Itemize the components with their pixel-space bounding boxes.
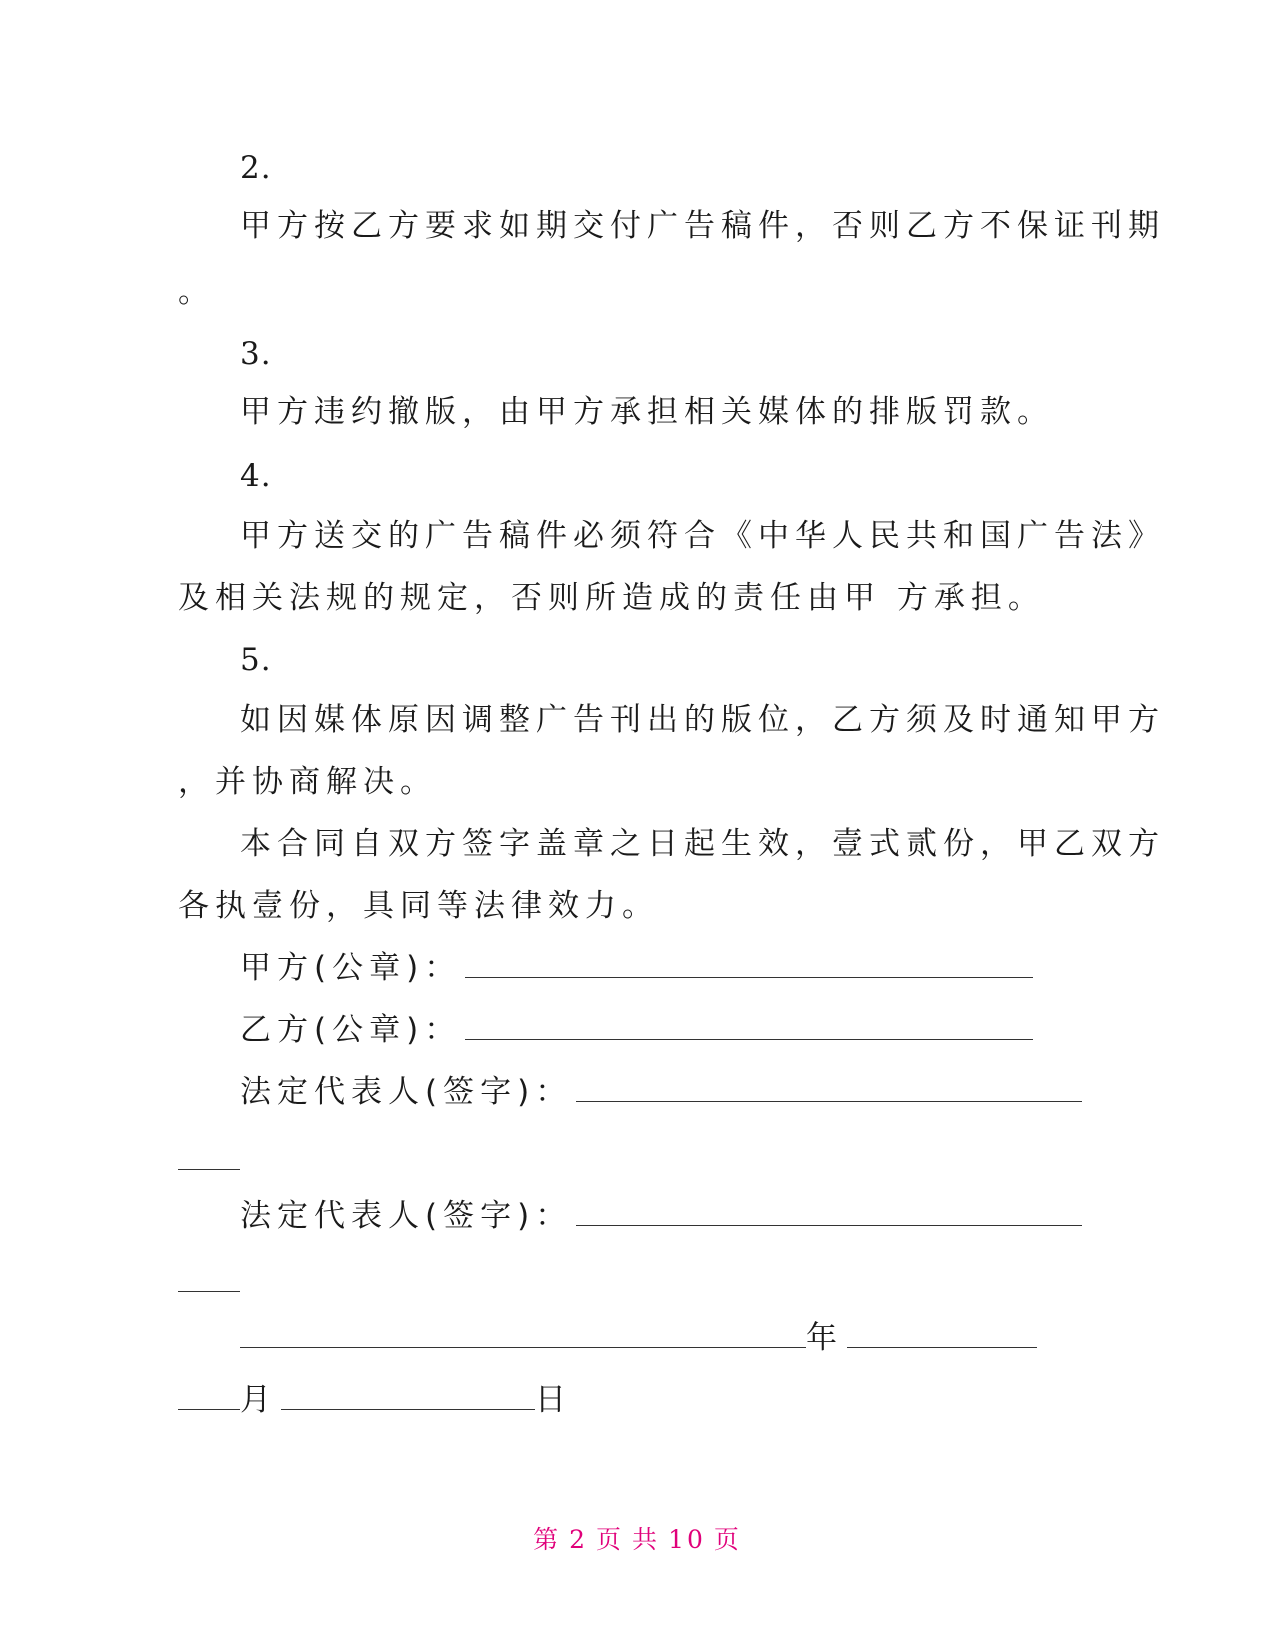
party-a-seal-label: 甲方(公章)： xyxy=(240,950,462,986)
rep-a-signature-blank-continued[interactable] xyxy=(178,1143,240,1170)
rep-b-signature-continued xyxy=(178,1262,240,1302)
day-blank[interactable] xyxy=(281,1383,535,1410)
item-text-continued: 及相关法规的规定，否则所造成的责任由甲 方承担。 xyxy=(178,580,1045,616)
party-b-seal-row xyxy=(240,1010,1033,1050)
party-a-seal-row xyxy=(240,948,1033,988)
current-page-number: 2 xyxy=(569,1525,589,1554)
party-a-seal-blank[interactable] xyxy=(465,951,1033,978)
rep-b-signature-blank[interactable] xyxy=(576,1199,1082,1226)
rep-a-signature-row xyxy=(240,1072,1082,1112)
rep-b-signature-blank-continued[interactable] xyxy=(178,1265,240,1292)
party-b-seal-blank[interactable] xyxy=(465,1013,1033,1040)
item-text: 甲方违约撤版，由甲方承担相关媒体的排版罚款。 xyxy=(240,394,1054,430)
month-blank[interactable] xyxy=(847,1321,1037,1348)
item-number: 5. xyxy=(240,642,272,678)
month-label: 月 xyxy=(240,1382,277,1418)
year-blank[interactable] xyxy=(240,1321,806,1348)
footer-total-word: 共 xyxy=(632,1525,661,1554)
closing-clause: 本合同自双方签字盖章之日起生效，壹式贰份，甲乙双方 xyxy=(240,826,1165,862)
rep-a-signature-blank[interactable] xyxy=(576,1075,1082,1102)
footer-prefix: 第 xyxy=(533,1525,562,1554)
item-number: 4. xyxy=(240,458,272,494)
party-b-seal-label: 乙方(公章)： xyxy=(240,1012,462,1048)
item-number: 3. xyxy=(240,336,272,372)
total-page-count: 10 xyxy=(668,1525,706,1554)
item-text: 甲方按乙方要求如期交付广告稿件，否则乙方不保证刊期 xyxy=(240,208,1165,244)
month-blank-continued[interactable] xyxy=(178,1383,240,1410)
item-text: 甲方送交的广告稿件必须符合《中华人民共和国广告法》 xyxy=(240,518,1165,554)
rep-b-signature-label: 法定代表人(签字)： xyxy=(240,1198,573,1234)
date-year-row xyxy=(240,1318,1037,1358)
footer-page-word: 页 xyxy=(596,1525,625,1554)
footer-suffix: 页 xyxy=(713,1525,742,1554)
year-label: 年 xyxy=(806,1320,843,1356)
day-label: 日 xyxy=(535,1382,572,1418)
date-month-day-row xyxy=(178,1380,572,1420)
item-text-continued: 。 xyxy=(178,274,215,310)
rep-a-signature-continued xyxy=(178,1140,240,1180)
rep-a-signature-label: 法定代表人(签字)： xyxy=(240,1074,573,1110)
item-text-continued: ，并协商解决。 xyxy=(178,764,437,800)
item-text: 如因媒体原因调整广告刊出的版位，乙方须及时通知甲方 xyxy=(240,702,1165,738)
page-footer xyxy=(0,1520,1275,1556)
rep-b-signature-row xyxy=(240,1196,1082,1236)
item-number: 2. xyxy=(240,150,272,186)
closing-clause-continued: 各执壹份，具同等法律效力。 xyxy=(178,888,659,924)
